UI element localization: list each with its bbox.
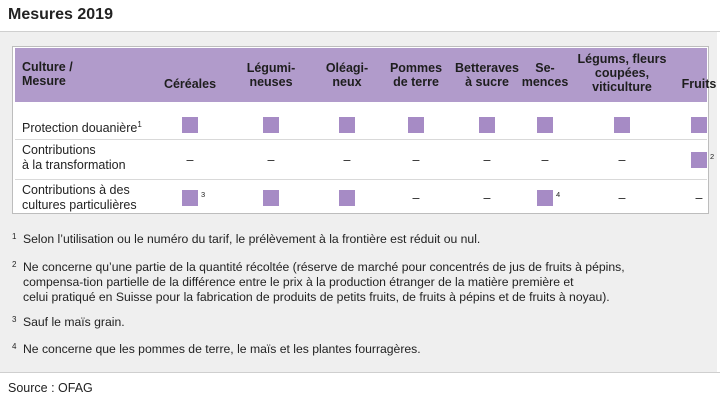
footnote-ref: 2 [710,152,715,161]
measure-not-applicable: – [186,153,194,167]
footnote-number: 1 [12,232,17,241]
measure-not-applicable: – [483,191,491,205]
footnote-text: Sauf le maïs grain. [23,315,125,329]
measure-applies-marker [479,117,495,133]
header-row-label [22,60,73,88]
header-row-label-line: Mesure [22,74,66,88]
column-header-line: de terre [393,75,439,89]
measure-applies-marker [339,117,355,133]
source-divider [0,372,720,373]
footnote-text: Selon l’utilisation ou le numéro du tarif, le prélèvement à la frontière est réduit ou nul. [23,232,481,246]
column-header-line: Céréales [163,77,217,91]
footnote-ref: 1 [137,120,142,129]
row-label [22,143,126,173]
source-text: Source : OFAG [8,381,93,395]
footnote-text: Ne concerne qu’une partie de la quantité récoltée (réserve de marché pour concentrés de jus de fruits à pépins, [23,260,625,274]
column-header [307,61,387,89]
measure-applies-marker [263,190,279,206]
measure-applies-marker [537,190,553,206]
measure-not-applicable: – [618,191,626,205]
measure-not-applicable: – [541,153,549,167]
content-panel [0,32,717,372]
measure-applies-marker [614,117,630,133]
column-header-line: mences [521,75,569,89]
row-label-text: cultures particulières [22,198,137,212]
row-label [22,183,137,213]
footnote-number: 4 [12,342,17,351]
column-header [659,77,720,91]
row-divider [15,139,707,140]
measure-not-applicable: – [483,153,491,167]
column-header-line: viticulture [592,80,652,94]
row-label-line [22,143,126,158]
footnote-number: 3 [12,315,17,324]
row-label-text: Contributions à des [22,183,130,197]
footnote-text: Ne concerne que les pommes de terre, le maïs et les plantes fourragères. [23,342,421,356]
row-divider [15,179,707,180]
column-header-line: neux [332,75,362,89]
page-title: Mesures 2019 [8,6,113,23]
footnote-ref: 3 [201,190,206,199]
column-header-line: Légumi- [246,61,296,75]
column-header-line: Betteraves [455,61,519,75]
column-header-line: Oléagi- [325,61,369,75]
footnote-text: compensa-tion partielle de la différence entre le prix à la production étranger de la matière première et [23,275,574,289]
column-header-line: Pommes [389,61,443,75]
measure-not-applicable: – [267,153,275,167]
footnote-ref: 4 [556,190,561,199]
column-header-line: Se- [535,61,555,75]
column-header-line: Légums, fleurs [577,52,667,66]
measure-applies-marker [408,117,424,133]
measure-applies-marker [691,152,707,168]
measure-applies-marker [182,117,198,133]
column-header-line: coupées, [594,66,650,80]
row-label-text: Contributions [22,143,96,157]
measure-applies-marker [263,117,279,133]
measure-applies-marker [339,190,355,206]
column-header-line: à sucre [465,75,509,89]
row-label-text: Protection douanière [22,121,138,135]
measure-not-applicable: – [343,153,351,167]
footnote-number: 2 [12,260,17,269]
measure-not-applicable: – [618,153,626,167]
measure-applies-marker [182,190,198,206]
measures-table [12,46,717,214]
row-label-line [22,198,137,213]
row-label-line [22,117,142,136]
row-label-line [22,158,126,173]
footnote-text: celui pratiqué en Suisse pour la fabrication de produits de petits fruits, de fruits à pépins et de fruits à noyau). [23,290,610,304]
column-header [231,61,311,89]
column-header-line: neuses [249,75,293,89]
measure-not-applicable: – [695,191,703,205]
column-header-line: Fruits [681,77,717,91]
column-header [376,61,456,89]
measure-applies-marker [537,117,553,133]
row-label [22,117,142,136]
column-header [150,77,230,91]
measure-not-applicable: – [412,153,420,167]
row-label-text: à la transformation [22,158,126,172]
header-row-label-line: Culture / [22,60,73,74]
measure-applies-marker [691,117,707,133]
measure-not-applicable: – [412,191,420,205]
row-label-line [22,183,137,198]
